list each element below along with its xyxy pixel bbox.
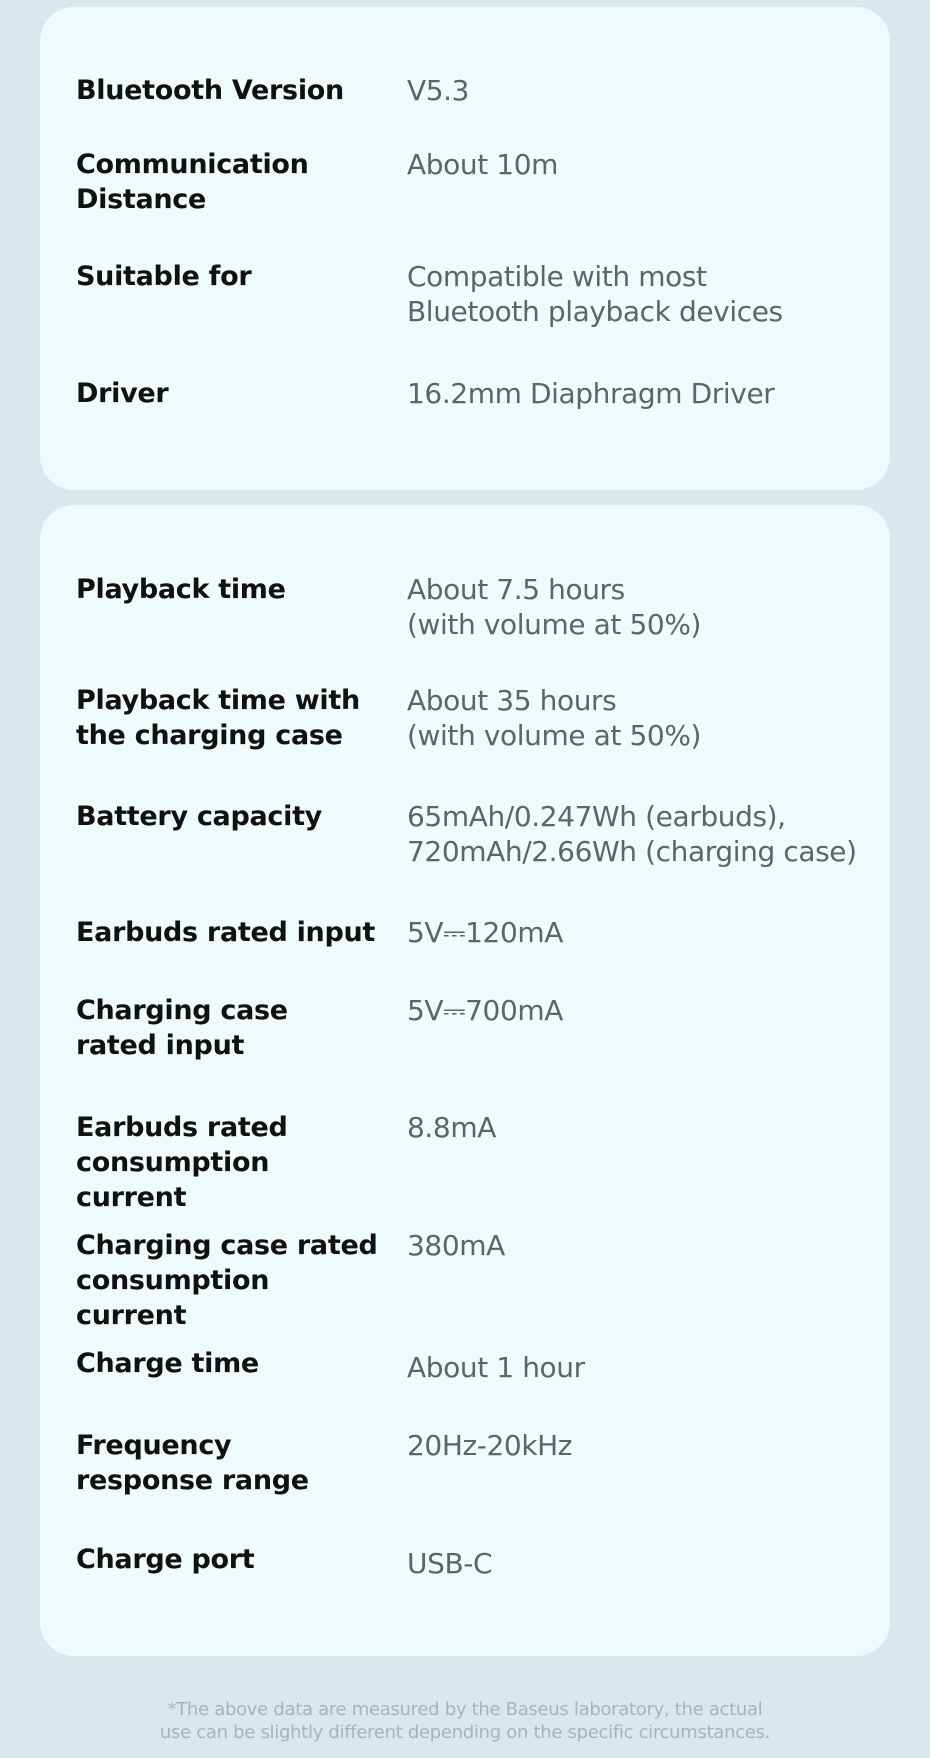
spec-value: USB-C	[407, 1547, 493, 1580]
spec-value: 20Hz-20kHz	[407, 1429, 573, 1462]
spec-value: 65mAh/0.247Wh (earbuds), 720mAh/2.66Wh (charging case)	[407, 800, 857, 868]
spec-label: Frequency response range	[76, 1430, 309, 1496]
disclaimer-footnote: *The above data are measured by the Baseus laboratory, the actual use can be slightly different depending on the specific circumstances.	[159, 1699, 771, 1743]
spec-label: Playback time	[76, 574, 286, 605]
spec-value: About 1 hour	[407, 1351, 585, 1384]
spec-value: About 10m	[407, 148, 558, 181]
spec-value: 5V⎓700mA	[407, 994, 563, 1027]
spec-value: 16.2mm Diaphragm Driver	[407, 377, 775, 410]
spec-value: 5V⎓120mA	[407, 916, 563, 949]
spec-value: 8.8mA	[407, 1111, 496, 1144]
spec-label: Charge time	[76, 1348, 259, 1379]
spec-label: Charging case rated consumption current	[76, 1230, 378, 1331]
spec-label: Driver	[76, 378, 169, 409]
spec-label: Charge port	[76, 1544, 255, 1575]
spec-card-battery	[40, 505, 890, 1656]
spec-value: V5.3	[407, 74, 470, 107]
spec-label: Earbuds rated input	[76, 917, 376, 948]
spec-value: About 7.5 hours (with volume at 50%)	[407, 573, 702, 641]
spec-label: Charging case rated input	[76, 995, 288, 1061]
spec-label: Suitable for	[76, 261, 252, 292]
spec-label: Bluetooth Version	[76, 75, 344, 106]
spec-value: Compatible with most Bluetooth playback devices	[407, 260, 783, 328]
spec-label: Communication Distance	[76, 149, 309, 215]
spec-card-connectivity	[40, 7, 890, 490]
spec-label: Earbuds rated consumption current	[76, 1112, 288, 1213]
spec-label: Playback time with the charging case	[76, 685, 360, 751]
spec-value: About 35 hours (with volume at 50%)	[407, 684, 702, 752]
spec-label: Battery capacity	[76, 801, 322, 832]
spec-value: 380mA	[407, 1229, 505, 1262]
